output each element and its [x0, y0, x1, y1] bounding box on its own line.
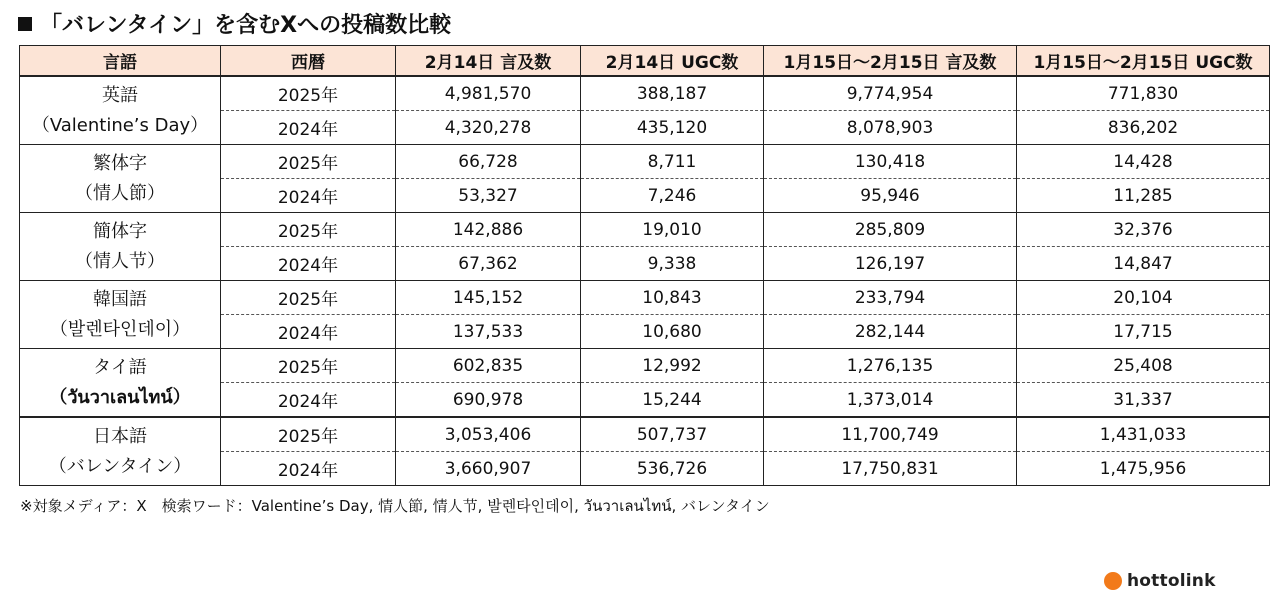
comparison-table	[19, 45, 1270, 486]
language-native-term: （情人节）	[75, 250, 165, 272]
value-cell: 1,373,014	[764, 383, 1017, 418]
header-year: 西暦	[221, 46, 396, 77]
page-title	[18, 8, 451, 39]
value-cell: 1,475,956	[1017, 452, 1270, 486]
value-cell: 1,276,135	[764, 349, 1017, 383]
language-cell	[20, 417, 221, 486]
value-cell: 388,187	[581, 76, 764, 111]
language-name: 日本語	[93, 425, 147, 447]
table-row	[20, 281, 1270, 315]
value-cell: 233,794	[764, 281, 1017, 315]
value-cell: 11,285	[1017, 179, 1270, 213]
year-cell: 2024年	[221, 111, 396, 145]
logo	[1104, 571, 1216, 591]
value-cell: 10,680	[581, 315, 764, 349]
year-cell: 2024年	[221, 452, 396, 486]
value-cell: 8,078,903	[764, 111, 1017, 145]
value-cell: 3,660,907	[396, 452, 581, 486]
table-row	[20, 145, 1270, 179]
value-cell: 602,835	[396, 349, 581, 383]
year-cell: 2024年	[221, 247, 396, 281]
value-cell: 53,327	[396, 179, 581, 213]
logo-name: hottolink	[1127, 571, 1216, 591]
value-cell: 7,246	[581, 179, 764, 213]
language-cell	[20, 281, 221, 349]
table-row	[20, 76, 1270, 111]
value-cell: 836,202	[1017, 111, 1270, 145]
value-cell: 507,737	[581, 417, 764, 452]
year-cell: 2024年	[221, 315, 396, 349]
year-cell: 2025年	[221, 349, 396, 383]
header-period-ugc: 1月15日～2月15日 UGC数	[1017, 46, 1270, 77]
value-cell: 17,750,831	[764, 452, 1017, 486]
value-cell: 142,886	[396, 213, 581, 247]
value-cell: 1,431,033	[1017, 417, 1270, 452]
value-cell: 126,197	[764, 247, 1017, 281]
table-row	[20, 349, 1270, 383]
value-cell: 12,992	[581, 349, 764, 383]
language-native-term: （발렌타인데이）	[49, 318, 191, 340]
value-cell: 31,337	[1017, 383, 1270, 418]
table-header-row	[20, 46, 1270, 77]
value-cell: 435,120	[581, 111, 764, 145]
value-cell: 536,726	[581, 452, 764, 486]
value-cell: 130,418	[764, 145, 1017, 179]
value-cell: 95,946	[764, 179, 1017, 213]
square-bullet-icon	[18, 17, 32, 31]
language-cell	[20, 213, 221, 281]
value-cell: 8,711	[581, 145, 764, 179]
value-cell: 14,428	[1017, 145, 1270, 179]
value-cell: 25,408	[1017, 349, 1270, 383]
language-name: タイ語	[93, 356, 147, 378]
value-cell: 17,715	[1017, 315, 1270, 349]
logo-dot-icon	[1104, 572, 1122, 590]
year-cell: 2024年	[221, 179, 396, 213]
language-cell	[20, 349, 221, 418]
value-cell: 14,847	[1017, 247, 1270, 281]
value-cell: 66,728	[396, 145, 581, 179]
value-cell: 15,244	[581, 383, 764, 418]
value-cell: 771,830	[1017, 76, 1270, 111]
table-row	[20, 213, 1270, 247]
language-name: 韓国語	[93, 288, 147, 310]
year-cell: 2025年	[221, 76, 396, 111]
year-cell: 2024年	[221, 383, 396, 418]
table-row	[20, 417, 1270, 452]
language-native-term: （情人節）	[75, 182, 165, 204]
header-feb14-mentions: 2月14日 言及数	[396, 46, 581, 77]
value-cell: 137,533	[396, 315, 581, 349]
language-name: 繁体字	[93, 152, 147, 174]
value-cell: 4,320,278	[396, 111, 581, 145]
language-native-term: （Valentine’s Day）	[31, 114, 209, 136]
year-cell: 2025年	[221, 145, 396, 179]
value-cell: 11,700,749	[764, 417, 1017, 452]
value-cell: 10,843	[581, 281, 764, 315]
value-cell: 9,338	[581, 247, 764, 281]
value-cell: 67,362	[396, 247, 581, 281]
language-native-term: （วันวาเลนไทน์）	[49, 386, 191, 408]
value-cell: 20,104	[1017, 281, 1270, 315]
language-cell	[20, 145, 221, 213]
header-period-mentions: 1月15日～2月15日 言及数	[764, 46, 1017, 77]
language-native-term: （バレンタイン）	[48, 455, 192, 477]
header-feb14-ugc: 2月14日 UGC数	[581, 46, 764, 77]
value-cell: 9,774,954	[764, 76, 1017, 111]
footnote: ※対象メディア：X 検索ワード：Valentine’s Day, 情人節, 情人节, 발렌타인데이, วันวาเลนไทน์, バレンタイン	[20, 497, 770, 515]
value-cell: 3,053,406	[396, 417, 581, 452]
value-cell: 145,152	[396, 281, 581, 315]
value-cell: 285,809	[764, 213, 1017, 247]
year-cell: 2025年	[221, 281, 396, 315]
value-cell: 282,144	[764, 315, 1017, 349]
language-name: 簡体字	[93, 220, 147, 242]
value-cell: 4,981,570	[396, 76, 581, 111]
year-cell: 2025年	[221, 213, 396, 247]
year-cell: 2025年	[221, 417, 396, 452]
header-language: 言語	[20, 46, 221, 77]
language-name: 英語	[102, 84, 138, 106]
language-cell	[20, 76, 221, 145]
page-title-text: 「バレンタイン」を含むXへの投稿数比較	[40, 13, 452, 38]
value-cell: 32,376	[1017, 213, 1270, 247]
value-cell: 19,010	[581, 213, 764, 247]
value-cell: 690,978	[396, 383, 581, 418]
